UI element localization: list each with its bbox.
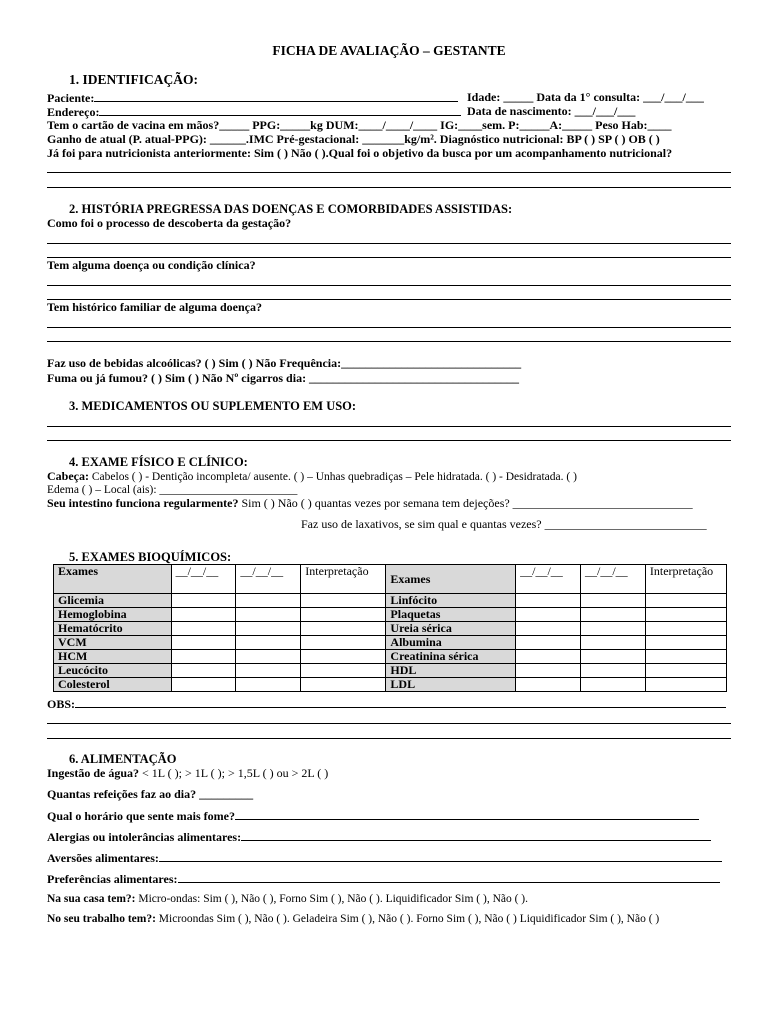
historico-familiar-question: Tem histórico familiar de alguma doença? — [47, 300, 262, 314]
exam-name: VCM — [54, 636, 172, 650]
column-header-date[interactable]: __/__/__ — [171, 565, 236, 594]
casa-options[interactable]: Micro-ondas: Sim ( ), Não ( ), Forno Sim ( ), Não ( ). Liquidificador Sim ( ), Não ( ). — [135, 893, 529, 905]
exam-name: Hemoglobina — [54, 608, 172, 622]
result-cell[interactable] — [171, 664, 236, 678]
exam-name: Albumina — [386, 636, 516, 650]
doenca-question: Tem alguma doença ou condição clínica? — [47, 258, 256, 272]
exam-name: Glicemia — [54, 594, 172, 608]
intestino-options[interactable]: Sim ( ) Não ( ) quantas vezes por semana tem dejeções? ______________________________ — [238, 496, 693, 510]
column-header-date[interactable]: __/__/__ — [516, 565, 581, 594]
aversoes-field[interactable] — [159, 850, 722, 862]
result-cell[interactable] — [171, 608, 236, 622]
answer-line[interactable] — [47, 723, 731, 724]
fome-label: Qual o horário que sente mais fome? — [47, 809, 235, 823]
exam-name: Hematócrito — [54, 622, 172, 636]
result-cell[interactable] — [236, 636, 301, 650]
result-cell[interactable] — [581, 650, 646, 664]
column-header-date[interactable]: __/__/__ — [581, 565, 646, 594]
aversoes-label: Aversões alimentares: — [47, 851, 159, 865]
result-cell[interactable] — [645, 678, 726, 692]
agua-options[interactable]: < 1L ( ); > 1L ( ); > 1,5L ( ) ou > 2L ( ) — [139, 766, 329, 780]
result-cell[interactable] — [171, 594, 236, 608]
edema-row[interactable]: Edema ( ) – Local (ais): ________________________ — [47, 484, 298, 496]
answer-line[interactable] — [47, 172, 731, 173]
result-cell[interactable] — [301, 664, 386, 678]
cartao-vacina-row[interactable]: Tem o cartão de vacina em mãos?_____ PPG:_____kg DUM:____/____/____ IG:____sem. P:_____A:_____ Peso Hab:____ — [47, 118, 672, 132]
paciente-field[interactable] — [94, 90, 458, 102]
column-header: Interpretação — [301, 565, 386, 594]
answer-line[interactable] — [47, 285, 731, 286]
column-header: Exames — [54, 565, 172, 594]
result-cell[interactable] — [301, 678, 386, 692]
nutricionista-row[interactable]: Já foi para nutricionista anteriormente: Sim ( ) Não ( ).Qual foi o objetivo da busca por um acompanhamento nutricional? — [47, 146, 673, 160]
endereco-field[interactable] — [99, 104, 461, 116]
section-2-heading: 2. HISTÓRIA PREGRESSA DAS DOENÇAS E COMORBIDADES ASSISTIDAS: — [69, 202, 513, 216]
trabalho-row[interactable] — [47, 912, 659, 926]
exam-name: Leucócito — [54, 664, 172, 678]
exam-name: HDL — [386, 664, 516, 678]
result-cell[interactable] — [581, 678, 646, 692]
column-header: Interpretação — [645, 565, 726, 594]
exam-name: HCM — [54, 650, 172, 664]
result-cell[interactable] — [645, 594, 726, 608]
trabalho-options[interactable]: Microondas Sim ( ), Não ( ). Geladeira Sim ( ), Não ( ). Forno Sim ( ), Não ( ) Liquidificador Sim ( ), Não ( ) — [155, 913, 660, 925]
exam-name: LDL — [386, 678, 516, 692]
table-header-row — [54, 565, 727, 594]
result-cell[interactable] — [171, 678, 236, 692]
trabalho-label: No seu trabalho tem?: — [47, 913, 156, 925]
ganho-peso-row[interactable]: Ganho de atual (P. atual-PPG): ______.IMC Pré-gestacional: _______kg/m². Diagnóstico nutricional: BP ( ) SP ( ) OB ( ) — [47, 132, 660, 146]
result-cell[interactable] — [581, 594, 646, 608]
result-cell[interactable] — [301, 622, 386, 636]
result-cell[interactable] — [581, 622, 646, 636]
section-5-heading: 5. EXAMES BIOQUÍMICOS: — [69, 550, 232, 564]
result-cell[interactable] — [581, 608, 646, 622]
table-row — [54, 678, 727, 692]
result-cell[interactable] — [516, 636, 581, 650]
alergias-label: Alergias ou intolerâncias alimentares: — [47, 830, 242, 844]
paciente-row — [47, 90, 458, 105]
answer-line[interactable] — [47, 327, 731, 328]
agua-label: Ingestão de água? — [47, 766, 140, 780]
aversoes-row — [47, 850, 722, 865]
casa-row[interactable] — [47, 892, 528, 906]
obs-label: OBS: — [47, 697, 76, 711]
alcool-row[interactable]: Faz uso de bebidas alcoólicas? ( ) Sim ( ) Não Frequência:______________________________ — [47, 356, 522, 370]
refeicoes-row[interactable]: Quantas refeições faz ao dia? _________ — [47, 787, 254, 801]
table-row — [54, 636, 727, 650]
result-cell[interactable] — [171, 636, 236, 650]
alergias-row — [47, 829, 711, 844]
cabeca-options[interactable]: Cabelos ( ) - Dentição incompleta/ ausente. ( ) – Unhas quebradiças – Pele hidratada. ( ) - Desidratada. ( ) — [89, 471, 577, 483]
cabeca-row[interactable] — [47, 469, 577, 484]
result-cell[interactable] — [645, 622, 726, 636]
answer-line[interactable] — [47, 187, 731, 188]
table-row — [54, 650, 727, 664]
intestino-label: Seu intestino funciona regularmente? — [47, 496, 239, 510]
result-cell[interactable] — [516, 622, 581, 636]
section-4-heading: 4. EXAME FÍSICO E CLÍNICO: — [69, 455, 248, 469]
alergias-field[interactable] — [241, 829, 711, 841]
result-cell[interactable] — [581, 636, 646, 650]
result-cell[interactable] — [516, 608, 581, 622]
intestino-row[interactable] — [47, 496, 693, 510]
column-header-date[interactable]: __/__/__ — [236, 565, 301, 594]
fome-field[interactable] — [235, 808, 699, 820]
table-row — [54, 594, 727, 608]
result-cell[interactable] — [516, 594, 581, 608]
preferencias-label: Preferências alimentares: — [47, 872, 178, 886]
answer-line[interactable] — [47, 738, 731, 739]
exam-name: Linfócito — [386, 594, 516, 608]
laxativos-row[interactable]: Faz uso de laxativos, se sim qual e quantas vezes? ___________________________ — [301, 517, 707, 531]
result-cell[interactable] — [236, 664, 301, 678]
result-cell[interactable] — [581, 664, 646, 678]
cabeca-label: Cabeça: — [47, 469, 89, 483]
answer-line[interactable] — [47, 440, 731, 441]
result-cell[interactable] — [236, 608, 301, 622]
result-cell[interactable] — [171, 622, 236, 636]
result-cell[interactable] — [301, 636, 386, 650]
descoberta-question: Como foi o processo de descoberta da gestação? — [47, 216, 292, 230]
agua-row[interactable] — [47, 766, 328, 780]
exam-name: Creatinina sérica — [386, 650, 516, 664]
result-cell[interactable] — [301, 608, 386, 622]
result-cell[interactable] — [236, 678, 301, 692]
exam-name: Ureia sérica — [386, 622, 516, 636]
section-6-heading: 6. ALIMENTAÇÃO — [69, 752, 177, 766]
exam-name: Plaquetas — [386, 608, 516, 622]
column-header: Exames — [386, 565, 516, 594]
result-cell[interactable] — [301, 650, 386, 664]
endereco-row — [47, 104, 461, 119]
result-cell[interactable] — [645, 608, 726, 622]
obs-row — [47, 696, 726, 711]
result-cell[interactable] — [516, 664, 581, 678]
result-cell[interactable] — [236, 622, 301, 636]
table-row — [54, 664, 727, 678]
table-row — [54, 608, 727, 622]
result-cell[interactable] — [645, 650, 726, 664]
result-cell[interactable] — [171, 650, 236, 664]
fome-row — [47, 808, 699, 823]
table-row — [54, 622, 727, 636]
endereco-label: Endereço: — [47, 105, 100, 119]
data-nascimento[interactable]: Data de nascimento: ___/___/___ — [467, 104, 636, 118]
answer-line[interactable] — [47, 341, 731, 342]
result-cell[interactable] — [236, 594, 301, 608]
paciente-label: Paciente: — [47, 91, 95, 105]
idade-consulta[interactable]: Idade: _____ Data da 1° consulta: ___/___/___ — [467, 90, 704, 104]
exam-name: Colesterol — [54, 678, 172, 692]
fumo-row[interactable]: Fuma ou já fumou? ( ) Sim ( ) Não Nº cigarros dia: ___________________________________ — [47, 371, 520, 385]
form-title: FICHA DE AVALIAÇÃO – GESTANTE — [272, 43, 506, 58]
section-1-heading: 1. IDENTIFICAÇÃO: — [69, 72, 199, 87]
section-3-heading: 3. MEDICAMENTOS OU SUPLEMENTO EM USO: — [69, 399, 357, 413]
preferencias-field[interactable] — [178, 871, 720, 883]
casa-label: Na sua casa tem?: — [47, 893, 136, 905]
result-cell[interactable] — [645, 636, 726, 650]
result-cell[interactable] — [516, 678, 581, 692]
obs-field[interactable] — [75, 696, 726, 708]
result-cell[interactable] — [236, 650, 301, 664]
answer-line[interactable] — [47, 426, 731, 427]
result-cell[interactable] — [301, 594, 386, 608]
preferencias-row — [47, 871, 720, 886]
exames-table — [53, 564, 727, 692]
result-cell[interactable] — [645, 664, 726, 678]
answer-line[interactable] — [47, 243, 731, 244]
result-cell[interactable] — [516, 650, 581, 664]
